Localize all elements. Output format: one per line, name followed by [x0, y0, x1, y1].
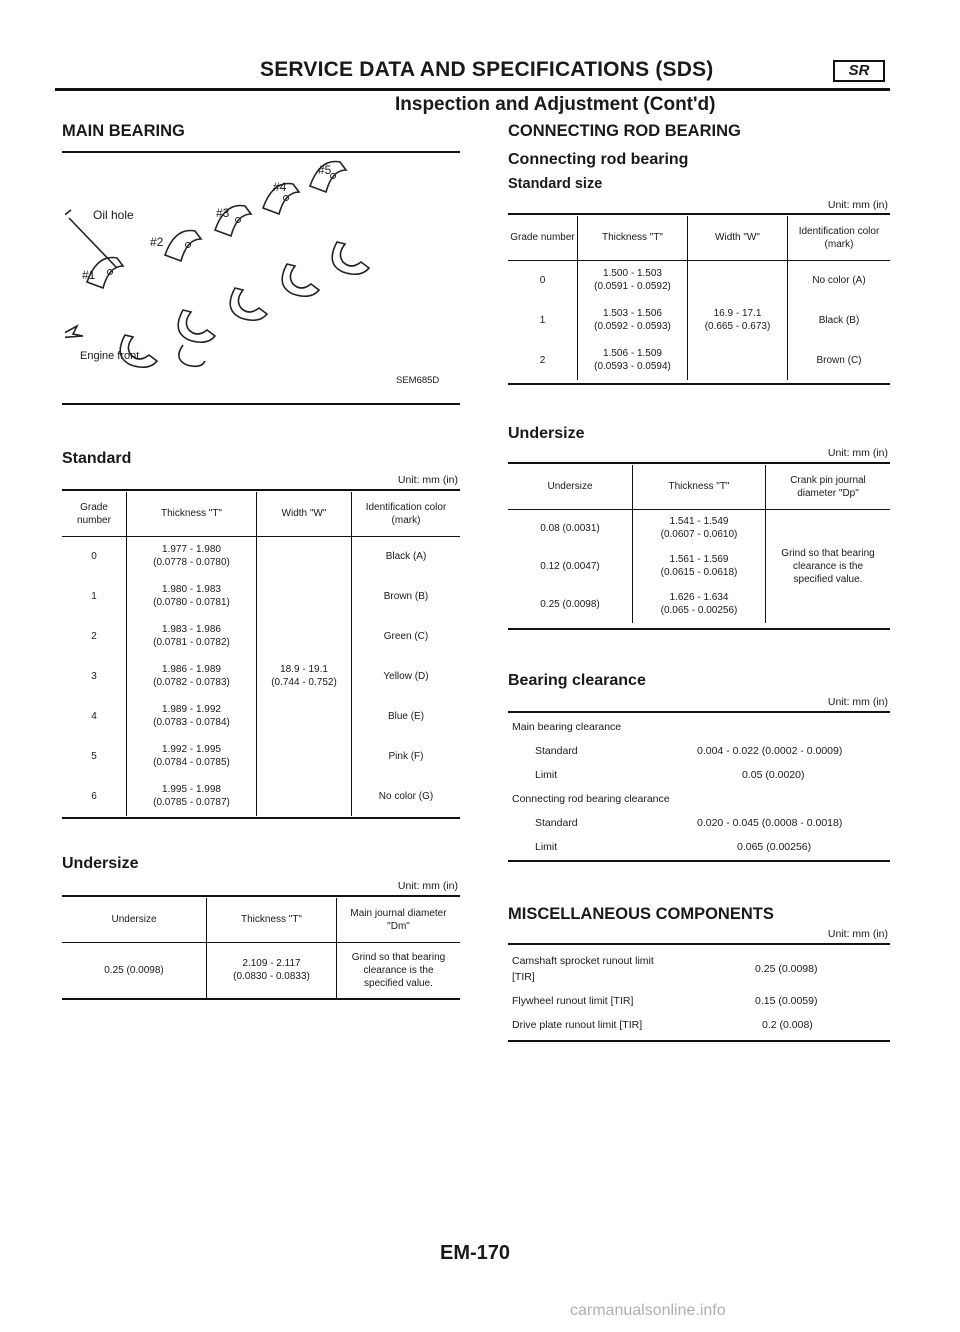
- table-header-row: [508, 465, 890, 509]
- rod-clearance-label: Connecting rod bearing clearance: [512, 793, 670, 805]
- main-limit-label: Limit: [535, 769, 558, 781]
- color-cell: Brown (C): [788, 340, 891, 380]
- misc-unit: Unit: mm (in): [827, 928, 888, 940]
- conrod-standard-rule-top: [508, 213, 890, 215]
- rod-limit-label: Limit: [535, 841, 558, 853]
- width-cell: 18.9 - 19.1 (0.744 - 0.752): [257, 536, 352, 816]
- thickness-cell: 1.995 - 1.998 (0.0785 - 0.0787): [127, 776, 257, 816]
- diagram-code: SEM685D: [396, 375, 440, 386]
- conrod-undersize-unit: Unit: mm (in): [827, 447, 888, 459]
- undersize-cell: 0.12 (0.0047): [540, 560, 600, 572]
- conrod-standard-table: [508, 216, 890, 380]
- conrod-bearing-title: CONNECTING ROD BEARING: [508, 122, 741, 140]
- table-row: [508, 509, 890, 547]
- color-cell: Black (A): [352, 536, 461, 576]
- main-standard-unit: Unit: mm (in): [397, 474, 458, 486]
- thickness-cell: 1.989 - 1.992 (0.0783 - 0.0784): [127, 696, 257, 736]
- conrod-undersize-title: Undersize: [508, 425, 585, 442]
- grade-cell: 2: [539, 354, 546, 366]
- main-undersize-unit: Unit: mm (in): [397, 880, 458, 892]
- main-standard-value: 0.004 - 0.022 (0.0002 - 0.0009): [697, 745, 843, 757]
- diagram-label-oil-hole: Oil hole: [93, 208, 134, 222]
- table-header-row: [62, 898, 460, 942]
- col-crank-pin: Crank pin journal diameter "Dp": [766, 465, 891, 509]
- drive-plate-value: 0.2 (0.008): [762, 1019, 813, 1031]
- color-cell: Brown (B): [352, 576, 461, 616]
- bearing-clearance-rule-bottom: [508, 860, 890, 862]
- conrod-undersize-rule-bottom: [508, 628, 890, 630]
- undersize-cell: 0.08 (0.0031): [540, 522, 600, 534]
- main-standard-table: [62, 492, 460, 816]
- rod-limit-value: 0.065 (0.00256): [737, 841, 812, 853]
- page-subtitle: Inspection and Adjustment (Cont'd): [395, 94, 716, 115]
- rod-standard-label: Standard: [535, 817, 578, 829]
- watermark: carmanualsonline.info: [570, 1302, 726, 1319]
- col-width: Width "W": [257, 492, 352, 536]
- col-undersize: Undersize: [508, 465, 633, 509]
- conrod-standard-title: Standard size: [508, 176, 603, 192]
- main-undersize-table: [62, 898, 460, 998]
- thickness-cell: 1.992 - 1.995 (0.0784 - 0.0785): [127, 736, 257, 776]
- diagram-bottom-rule: [62, 403, 460, 405]
- grade-cell: 1: [539, 314, 546, 326]
- col-color: Identification color (mark): [352, 492, 461, 536]
- col-width: Width "W": [688, 216, 788, 260]
- diagram-label-5: #5: [318, 163, 332, 177]
- conrod-subtitle: Connecting rod bearing: [508, 151, 689, 168]
- width-cell: 16.9 - 17.1 (0.665 - 0.673): [688, 260, 788, 380]
- color-cell: No color (G): [352, 776, 461, 816]
- color-cell: Blue (E): [352, 696, 461, 736]
- thickness-cell: 1.983 - 1.986 (0.0781 - 0.0782): [127, 616, 257, 656]
- col-grade: Grade number: [62, 492, 127, 536]
- thickness-cell: 1.977 - 1.980 (0.0778 - 0.0780): [127, 536, 257, 576]
- page-header-title: SERVICE DATA AND SPECIFICATIONS (SDS): [260, 58, 714, 81]
- thickness-cell: 1.986 - 1.989 (0.0782 - 0.0783): [127, 656, 257, 696]
- grade-cell: 0: [539, 274, 546, 286]
- camshaft-value: 0.25 (0.0098): [755, 963, 818, 975]
- grade-cell: 5: [91, 750, 97, 762]
- grade-cell: 2: [91, 630, 97, 642]
- table-header-row: [508, 216, 890, 260]
- grade-cell: 3: [91, 670, 97, 682]
- table-row: [62, 536, 460, 576]
- col-undersize: Undersize: [62, 898, 207, 942]
- misc-title: MISCELLANEOUS COMPONENTS: [508, 905, 774, 923]
- conrod-undersize-table: [508, 465, 890, 623]
- main-standard-label: Standard: [535, 745, 578, 757]
- diagram-label-engine-front: Engine front: [80, 350, 140, 362]
- grade-cell: 6: [91, 790, 97, 802]
- col-thickness: Thickness "T": [578, 216, 688, 260]
- col-thickness: Thickness "T": [127, 492, 257, 536]
- diagram-label-3: #3: [216, 206, 230, 220]
- thickness-cell: 1.626 - 1.634 (0.065 - 0.00256): [633, 585, 766, 623]
- thickness-cell: 1.503 - 1.506 (0.0592 - 0.0593): [578, 300, 688, 340]
- diagram-label-2: #2: [150, 235, 164, 249]
- bearing-clearance-rule-top: [508, 711, 890, 713]
- thickness-cell: 1.980 - 1.983 (0.0780 - 0.0781): [127, 576, 257, 616]
- main-bearing-title: MAIN BEARING: [62, 122, 185, 140]
- color-cell: No color (A): [788, 260, 891, 300]
- main-undersize-rule-top: [62, 895, 460, 897]
- camshaft-label-1: Camshaft sprocket runout limit: [512, 955, 654, 967]
- col-color: Identification color (mark): [788, 216, 891, 260]
- header-rule: [55, 88, 890, 91]
- undersize-cell: 0.25 (0.0098): [104, 964, 164, 976]
- conrod-standard-unit: Unit: mm (in): [827, 199, 888, 211]
- main-clearance-label: Main bearing clearance: [512, 721, 622, 733]
- flywheel-label: Flywheel runout limit [TIR]: [512, 995, 634, 1007]
- undersize-cell: 0.25 (0.0098): [540, 598, 600, 610]
- grade-cell: 1: [91, 590, 97, 602]
- col-thickness: Thickness "T": [633, 465, 766, 509]
- table-row: [508, 260, 890, 300]
- diagram-label-4: #4: [273, 180, 287, 194]
- diagram-label-1: #1: [82, 268, 96, 282]
- diagram-top-rule: [62, 151, 460, 153]
- main-standard-rule-top: [62, 489, 460, 491]
- camshaft-label-2: [TIR]: [512, 971, 535, 983]
- thickness-cell: 1.541 - 1.549 (0.0607 - 0.0610): [633, 509, 766, 547]
- main-limit-value: 0.05 (0.0020): [742, 769, 805, 781]
- grade-cell: 4: [91, 710, 97, 722]
- thickness-cell: 2.109 - 2.117 (0.0830 - 0.0833): [207, 942, 337, 998]
- main-undersize-rule-bottom: [62, 998, 460, 1000]
- misc-rule-bottom: [508, 1040, 890, 1042]
- thickness-cell: 1.561 - 1.569 (0.0615 - 0.0618): [633, 547, 766, 585]
- conrod-standard-rule-bottom: [508, 383, 890, 385]
- col-grade: Grade number: [508, 216, 578, 260]
- sr-badge: SR: [833, 60, 885, 82]
- page-number: EM-170: [440, 1242, 511, 1264]
- bearing-clearance-unit: Unit: mm (in): [827, 696, 888, 708]
- bearing-clearance-title: Bearing clearance: [508, 672, 646, 689]
- main-undersize-title: Undersize: [62, 855, 139, 872]
- misc-rule-top: [508, 943, 890, 945]
- table-header-row: [62, 492, 460, 536]
- note-cell: Grind so that bearing clearance is the specified value.: [337, 942, 461, 998]
- color-cell: Green (C): [352, 616, 461, 656]
- grade-cell: 0: [91, 550, 97, 562]
- col-main-journal: Main journal diameter "Dm": [337, 898, 461, 942]
- col-thickness: Thickness "T": [207, 898, 337, 942]
- thickness-cell: 1.500 - 1.503 (0.0591 - 0.0592): [578, 260, 688, 300]
- color-cell: Yellow (D): [352, 656, 461, 696]
- drive-plate-label: Drive plate runout limit [TIR]: [512, 1019, 643, 1031]
- table-row: [62, 942, 460, 998]
- conrod-undersize-rule-top: [508, 462, 890, 464]
- rod-standard-value: 0.020 - 0.045 (0.0008 - 0.0018): [697, 817, 843, 829]
- flywheel-value: 0.15 (0.0059): [755, 995, 818, 1007]
- main-standard-title: Standard: [62, 450, 132, 467]
- color-cell: Pink (F): [352, 736, 461, 776]
- main-standard-rule-bottom: [62, 817, 460, 819]
- note-cell: Grind so that bearing clearance is the specified value.: [766, 509, 891, 623]
- thickness-cell: 1.506 - 1.509 (0.0593 - 0.0594): [578, 340, 688, 380]
- color-cell: Black (B): [788, 300, 891, 340]
